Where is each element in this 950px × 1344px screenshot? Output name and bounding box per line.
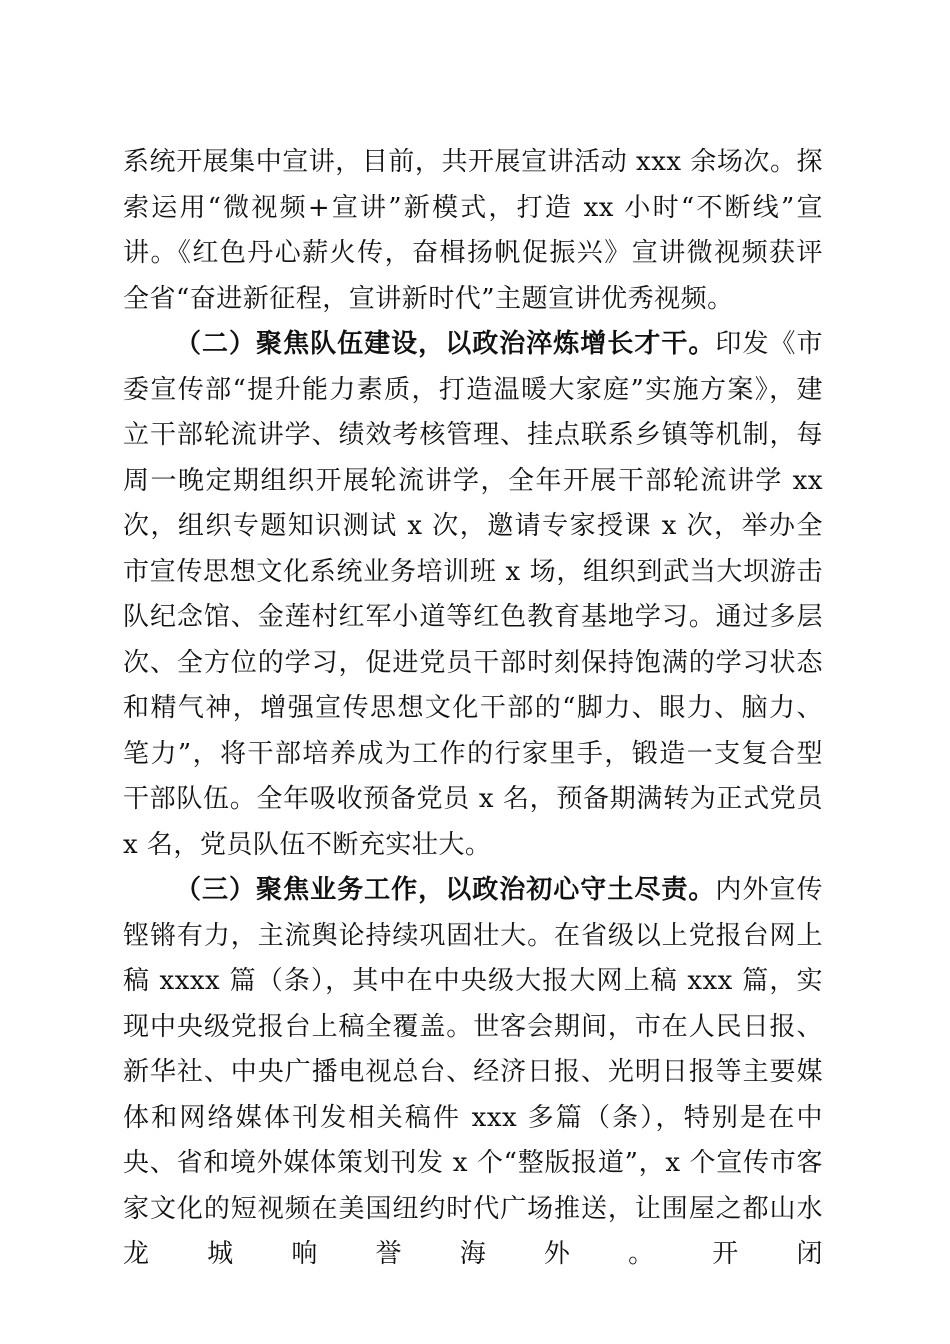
section-3-body: 内外宣传铿锵有力，主流舆论持续巩固壮大。在省级以上党报台网上稿 xxxx 篇（条），其中在中央级大报大网上稿 xxx 篇，实现中央级党报台上稿全覆盖。世客会期间，市在人民日报、新华社、中央广播电视总台、经济日报、光明日报等主要媒体和网络媒体刊发相关稿件 xxx 多篇（条），特别是在中央、省和境外媒体策划刊发 x 个“整版报道”，x 个宣传市客家文化的短视频在美国纽约时代广场推送，让围屋之都山水龙城响誉海外。开闭 xyxy=(123,875,823,1269)
paragraph-section-2 xyxy=(123,322,823,868)
paragraph-section-3 xyxy=(123,868,823,1278)
section-2-heading: （二）聚焦队伍建设，以政治淬炼增长才干。 xyxy=(175,329,716,359)
document-body xyxy=(123,140,823,1278)
section-2-body: 印发《市委宣传部“提升能力素质，打造温暖大家庭”实施方案》，建立干部轮流讲学、绩效考核管理、挂点联系乡镇等机制，每周一晚定期组织开展轮流讲学，全年开展干部轮流讲学 xx 次，组织专题知识测试 x 次，邀请专家授课 x 次，举办全市宣传思想文化系统业务培训班 x 场，组织到武当大坝游击队纪念馆、金莲村红军小道等红色教育基地学习。通过多层次、全方位的学习，促进党员干部时刻保持饱满的学习状态和精气神，增强宣传思想文化干部的“脚力、眼力、脑力、笔力”，将干部培养成为工作的行家里手，锻造一支复合型干部队伍。全年吸收预备党员 x 名，预备期满转为正式党员 x 名，党员队伍不断充实壮大。 xyxy=(123,329,823,860)
paragraph-1-text: 系统开展集中宣讲，目前，共开展宣讲活动 xxx 余场次。探索运用“微视频+宣讲”新模式，打造 xx 小时“不断线”宣讲。《红色丹心薪火传，奋楫扬帆促振兴》宣讲微视频获评全省“奋进新征程，宣讲新时代”主题宣讲优秀视频。 xyxy=(123,147,823,314)
paragraph-continuation xyxy=(123,140,823,322)
section-3-heading: （三）聚焦业务工作，以政治初心守土尽责。 xyxy=(175,875,716,905)
